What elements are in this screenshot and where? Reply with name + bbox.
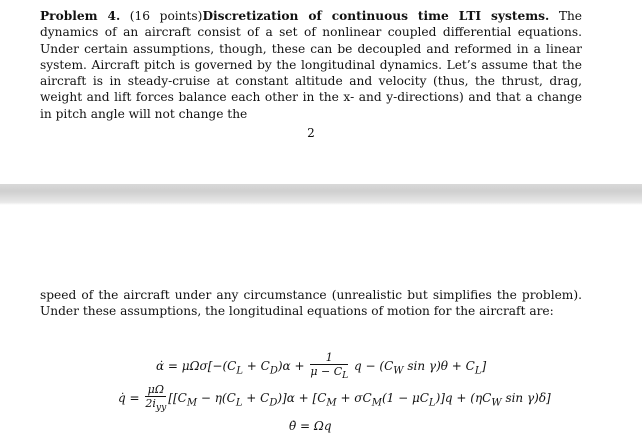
continuation-text — [40, 287, 582, 320]
problem-body: The dynamics of an aircraft consist of a set of nonlinear coupled differential equations. Under certain assumptions, though, these can be decoupled and reformed in a linear system. Aircraft pitch is governed by the longitudinal dynamics. Let’s assume that the aircraft is in steady-cruise at constant altitude and velocity (thus, the thrust, drag, weight and lift forces balance each other in the x- and y-directions) and that a change in pitch angle will not change the — [40, 9, 583, 121]
problem-title: Discretization of continuous time LTI systems. — [202, 9, 550, 23]
fraction: $\frac{1}{\mu - C_L}$ — [310, 351, 349, 382]
problem-text — [40, 8, 582, 122]
document-page-1 — [0, 0, 642, 184]
page-separator — [0, 184, 642, 202]
equation-theta-dot: θ̇ = Ωq — [289, 419, 332, 433]
problem-label: Problem 4. — [40, 9, 121, 23]
equation-alpha-dot: α̇ = $\mu\Omega\sigma[-(C_L + C_D)\alpha$ + $\frac{1}{\mu - C_L}$ $q - (C_W$ $\sin \gamma)\theta + C_L$] — [156, 351, 487, 382]
continuation-paragraph: speed of the aircraft under any circumstance (unrealistic but simplifies the problem). Under these assumptions, the longitudinal equations of motion for the aircraft are: — [40, 288, 582, 319]
problem-paragraph — [40, 8, 582, 122]
document-page-2 — [0, 205, 642, 437]
equation-q-dot: q̇ = $\frac{\mu\Omega}{2i_{yy}}$ [$[C_M - \eta(C_L + C_D)]\alpha + [C_M + \sigma C_M(1 - \mu C_L)]q + (\eta C_W$ sin γ)δ] — [118, 383, 551, 414]
fraction: $\frac{\mu\Omega}{2i_{yy}}$ — [145, 383, 167, 414]
page-number: 2 — [307, 126, 315, 140]
problem-points: (16 points) — [129, 9, 203, 23]
